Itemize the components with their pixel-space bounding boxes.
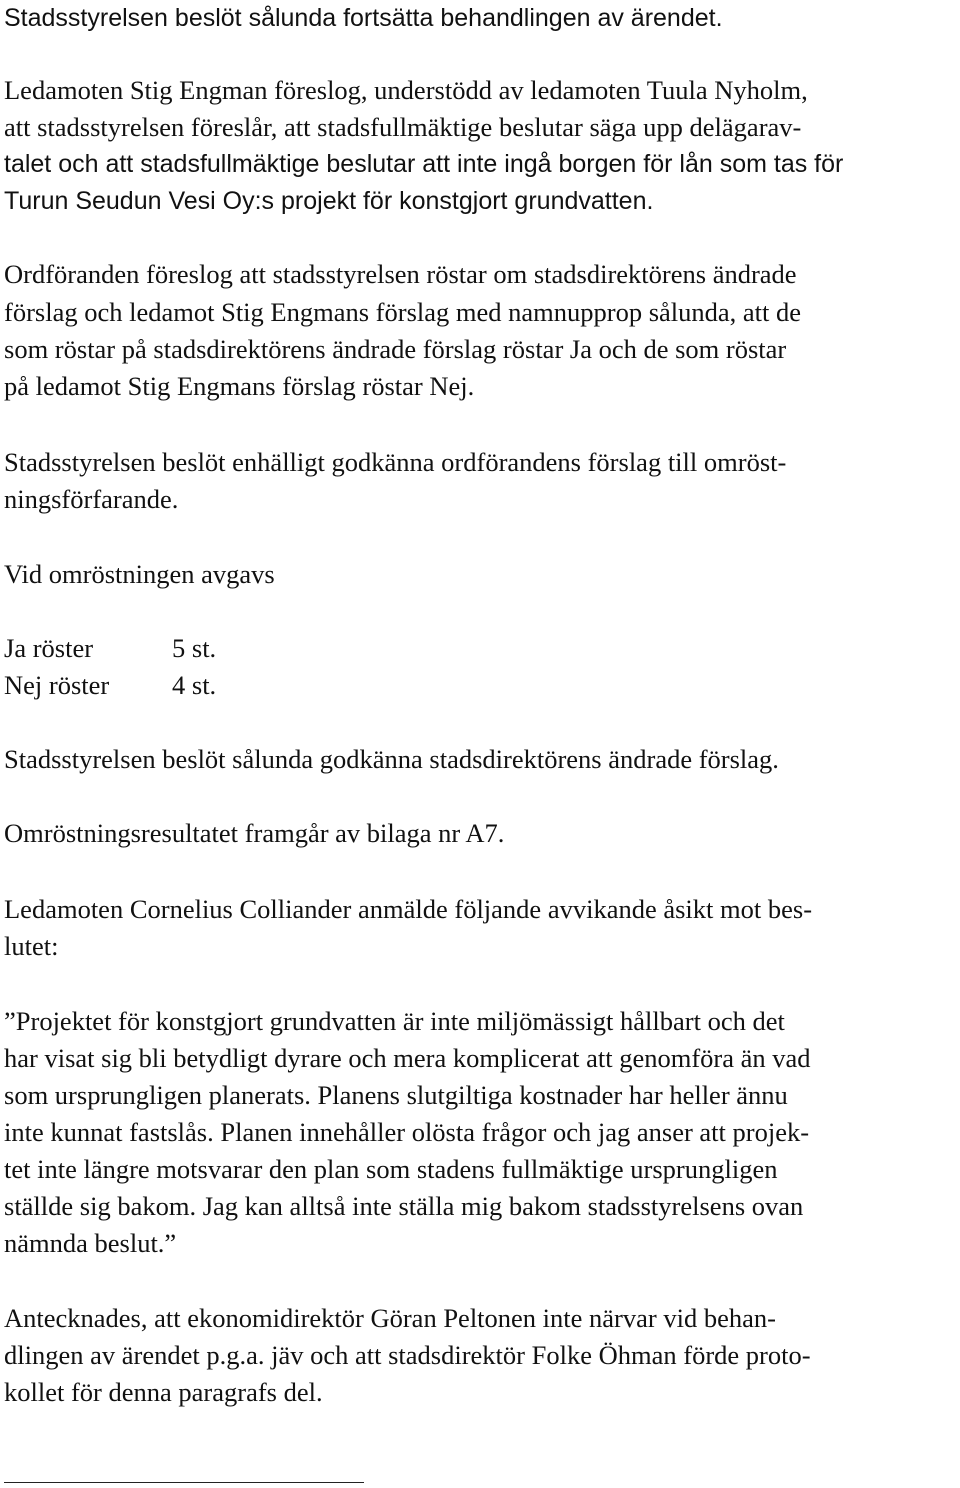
text-line: förslag och ledamot Stig Engmans förslag med namnupprop sålunda, att de — [4, 297, 802, 327]
vote-label: Ja röster — [4, 633, 94, 663]
text-line: på ledamot Stig Engmans förslag röstar Nej. — [4, 371, 475, 401]
vote-count: 4 st. — [172, 670, 217, 700]
text-line: Ledamoten Cornelius Colliander anmälde följande avvikande åsikt mot bes- — [4, 894, 813, 924]
text-line: lutet: — [4, 931, 59, 961]
text-line: ”Projektet för konstgjort grundvatten är inte miljömässigt hållbart och det — [4, 1006, 785, 1036]
footnote-rule — [4, 1482, 364, 1483]
vote-count: 5 st. — [172, 633, 217, 663]
text-line: Turun Seudun Vesi Oy:s projekt för konstgjort grundvatten. — [4, 187, 654, 215]
text-line: ningsförfarande. — [4, 484, 179, 514]
text-line: Stadsstyrelsen beslöt sålunda godkänna stadsdirektörens ändrade förslag. — [4, 744, 779, 774]
text-line: talet och att stadsfullmäktige beslutar att inte ingå borgen för lån som tas för — [4, 150, 844, 178]
text-line: som röstar på stadsdirektörens ändrade förslag röstar Ja och de som röstar — [4, 334, 787, 364]
text-line: kollet för denna paragrafs del. — [4, 1377, 323, 1407]
text-line: som ursprungligen planerats. Planens slutgiltiga kostnader har heller ännu — [4, 1080, 788, 1110]
text-line: Omröstningsresultatet framgår av bilaga nr A7. — [4, 818, 505, 848]
text-line: Stadsstyrelsen beslöt enhälligt godkänna ordförandens förslag till omröst- — [4, 447, 787, 477]
text-line: nämnda beslut.” — [4, 1228, 177, 1258]
text-line: Ledamoten Stig Engman föreslog, understödd av ledamoten Tuula Nyholm, — [4, 75, 808, 105]
text-line: har visat sig bli betydligt dyrare och mera komplicerat att genomföra än vad — [4, 1043, 811, 1073]
vote-row — [4, 667, 404, 704]
vote-label: Nej röster — [4, 670, 110, 700]
vote-row — [4, 630, 404, 667]
text-line: Ordföranden föreslog att stadsstyrelsen röstar om stadsdirektörens ändrade — [4, 259, 797, 289]
text-line: Antecknades, att ekonomidirektör Göran Peltonen inte närvar vid behan- — [4, 1303, 776, 1333]
text-line: att stadsstyrelsen föreslår, att stadsfullmäktige beslutar säga upp delägarav- — [4, 112, 802, 142]
text-line: ställde sig bakom. Jag kan alltså inte ställa mig bakom stadsstyrelsens ovan — [4, 1191, 804, 1221]
text-line: inte kunnat fastslås. Planen innehåller olösta frågor och jag anser att projek- — [4, 1117, 810, 1147]
text-line: dlingen av ärendet p.g.a. jäv och att stadsdirektör Folke Öhman förde proto- — [4, 1340, 811, 1370]
text-line: Stadsstyrelsen beslöt sålunda fortsätta behandlingen av ärendet. — [4, 4, 723, 32]
text-line: tet inte längre motsvarar den plan som stadens fullmäktige ursprungligen — [4, 1154, 778, 1184]
text-line: Vid omröstningen avgavs — [4, 559, 275, 589]
